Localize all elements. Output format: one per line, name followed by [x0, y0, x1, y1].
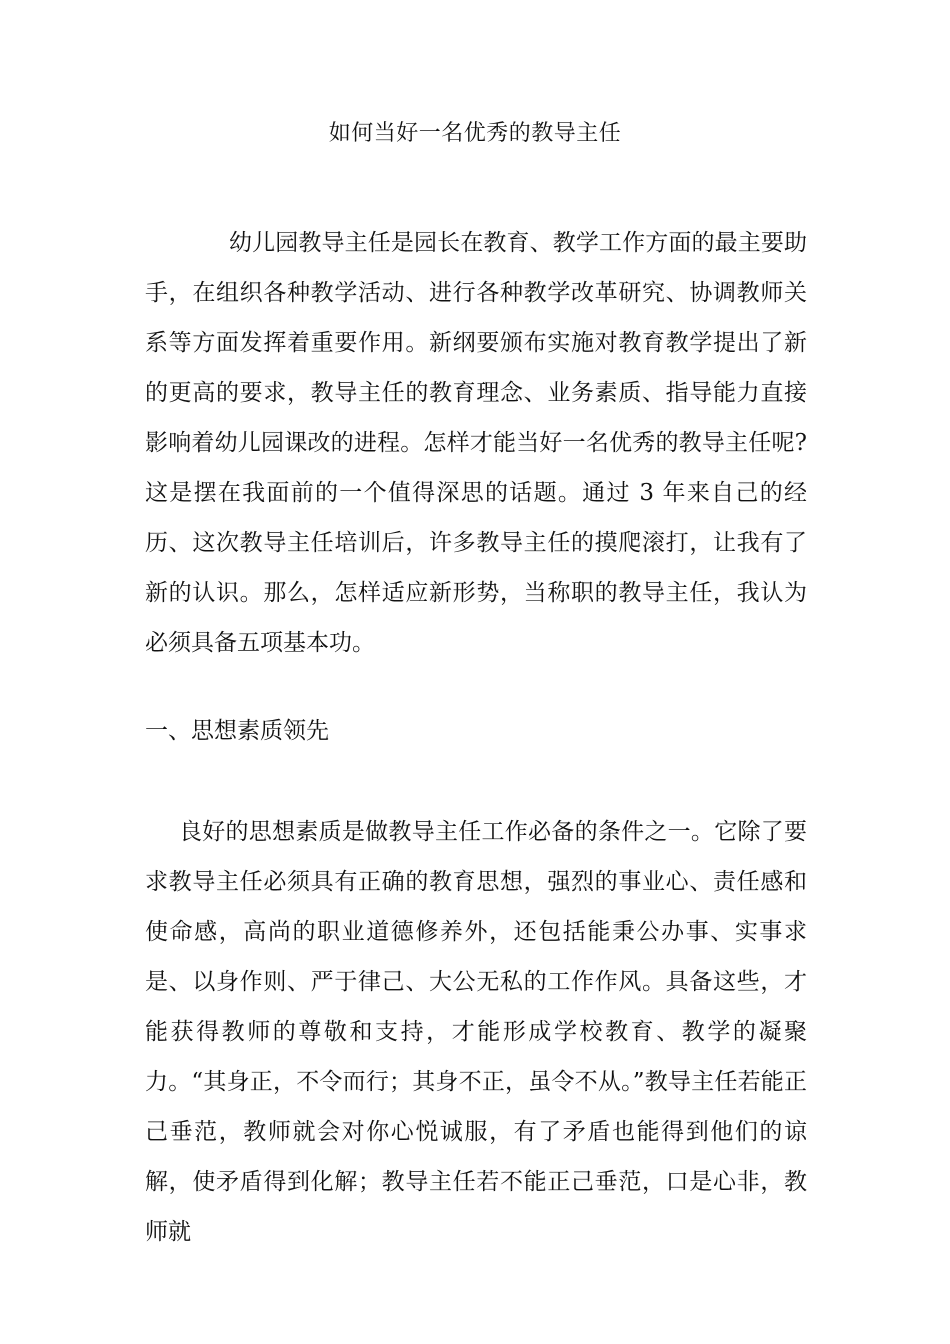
document-title: 如何当好一名优秀的教导主任	[328, 121, 622, 146]
intro-paragraph: 幼儿园教导主任是园长在教育、教学工作方面的最主要助手，在组织各种教学活动、进行各种教学改革研究、协调教师关系等方面发挥着重要作用。新纲要颁布实施对教育教学提出了新的更高的要求，教导主任的教育理念、业务素质、指导能力直接影响着幼儿园课改的进程。怎样才能当好一名优秀的教导主任呢?这是摆在我面前的一个值得深思的话题。通过 3 年来自己的经历、这次教导主任培训后，许多教导主任的摸爬滚打，让我有了新的认识。那么，怎样适应新形势，当称职的教导主任，我认为必须具备五项基本功。	[145, 230, 807, 656]
section-paragraph: 良好的思想素质是做教导主任工作必备的条件之一。它除了要求教导主任必须具有正确的教育思想，强烈的事业心、责任感和使命感，高尚的职业道德修养外，还包括能秉公办事、实事求是、以身作则、严于律己、大公无私的工作作风。具备这些，才能获得教师的尊敬和支持，才能形成学校教育、教学的凝聚力。“其身正，不令而行；其身不正，虽令不从。”教导主任若能正己垂范，教师就会对你心悦诚服，有了矛盾也能得到他们的谅解，使矛盾得到化解；教导主任若不能正己垂范，口是心非，教师就	[145, 819, 807, 1245]
section-heading: 一、思想素质领先	[145, 718, 329, 744]
